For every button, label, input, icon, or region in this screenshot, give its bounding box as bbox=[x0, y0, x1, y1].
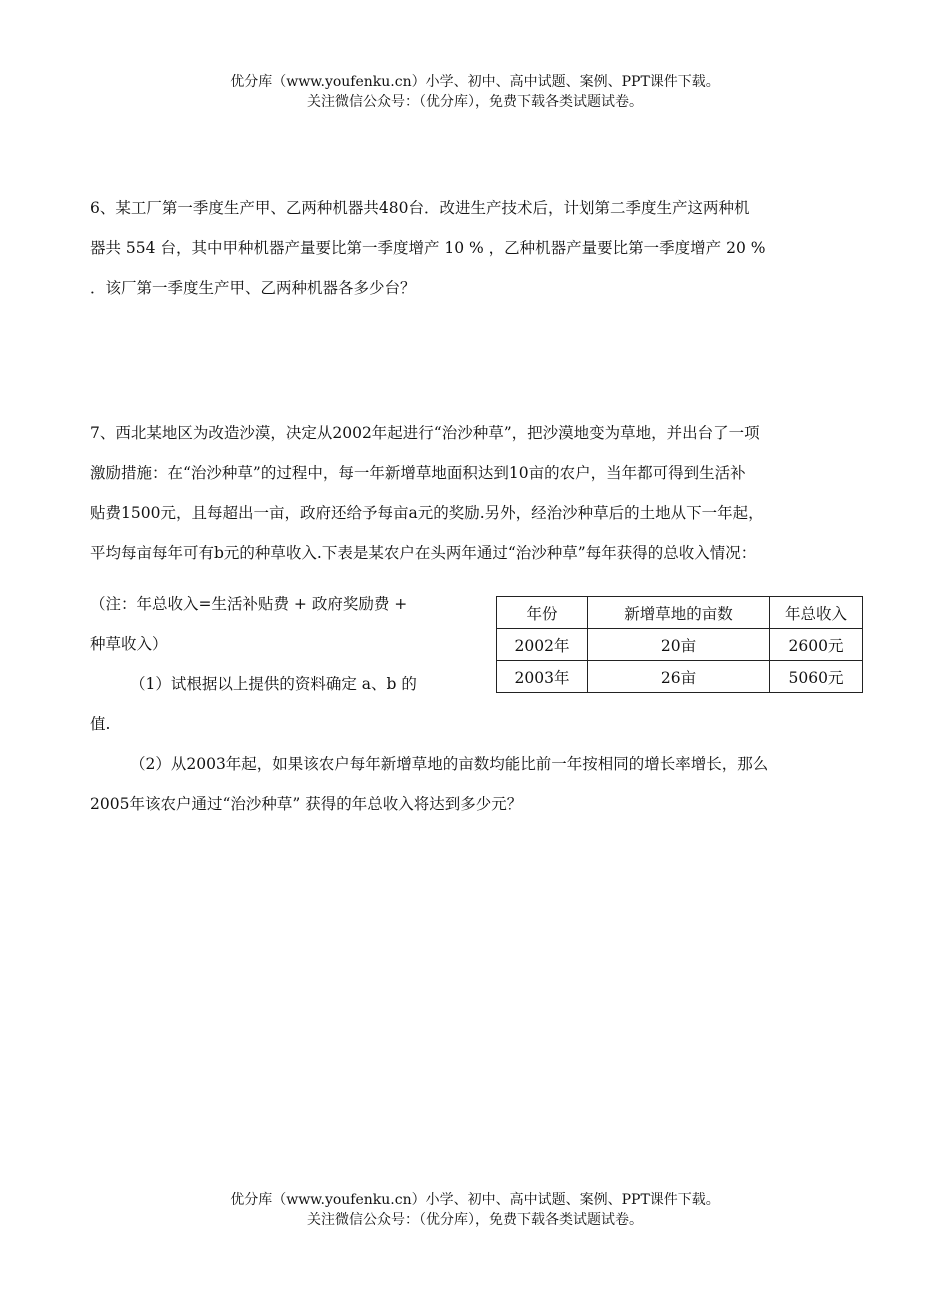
header-line-2: 关注微信公众号：（优分库），免费下载各类试题试卷。 bbox=[307, 94, 643, 110]
question-6 bbox=[90, 188, 865, 308]
q7-note-and-part1 bbox=[90, 584, 485, 744]
q7-line-2: 激励措施：在“治沙种草”的过程中，每一年新增草地面积达到10亩的农户，当年都可得到生活补 bbox=[90, 464, 746, 482]
footer-line-2: 关注微信公众号：（优分库），免费下载各类试题试卷。 bbox=[307, 1212, 643, 1228]
table-row bbox=[497, 661, 863, 693]
footer-line-1: 优分库（www.youfenku.cn）小学、初中、高中试题、案例、PPT课件下载。 bbox=[230, 1192, 720, 1208]
q7-part1-line-1: （1）试根据以上提供的资料确定 a、b 的 bbox=[130, 675, 417, 693]
income-table bbox=[496, 596, 863, 693]
q6-line-2: 器共 554 台，其中甲种机器产量要比第一季度增产 10 % ，乙种机器产量要比第一季度增产 20 % bbox=[90, 239, 766, 257]
question-7 bbox=[90, 413, 865, 573]
table-header-row bbox=[497, 597, 863, 629]
table-header-year: 年份 bbox=[497, 597, 588, 629]
table-cell-area: 26亩 bbox=[588, 661, 770, 693]
table-cell-year: 2003年 bbox=[497, 661, 588, 693]
q7-line-1: 7、西北某地区为改造沙漠，决定从2002年起进行“治沙种草”，把沙漠地变为草地，并出台了一项 bbox=[90, 424, 760, 442]
page-footer bbox=[0, 1190, 950, 1230]
q6-line-3: ．该厂第一季度生产甲、乙两种机器各多少台？ bbox=[90, 279, 416, 297]
q7-part2-line-2: 2005年该农户通过“治沙种草” 获得的年总收入将达到多少元？ bbox=[90, 795, 523, 813]
q7-part2-line-1: （2）从2003年起，如果该农户每年新增草地的亩数均能比前一年按相同的增长率增长，那么 bbox=[130, 755, 769, 773]
table-cell-year: 2002年 bbox=[497, 629, 588, 661]
table-row bbox=[497, 629, 863, 661]
q7-part1-line-2: 值. bbox=[90, 715, 111, 733]
table-cell-income: 2600元 bbox=[770, 629, 863, 661]
q7-note-line-2: 种草收入） bbox=[90, 635, 168, 653]
page-header bbox=[0, 72, 950, 112]
q6-line-1: 6、某工厂第一季度生产甲、乙两种机器共480台．改进生产技术后，计划第二季度生产这两种机 bbox=[90, 199, 750, 217]
table-cell-income: 5060元 bbox=[770, 661, 863, 693]
q7-line-3: 贴费1500元，且每超出一亩，政府还给予每亩a元的奖励.另外，经治沙种草后的土地从下一年起， bbox=[90, 504, 764, 522]
q7-line-4: 平均每亩每年可有b元的种草收入.下表是某农户在头两年通过“治沙种草”每年获得的总收入情况： bbox=[90, 544, 757, 562]
q7-part2 bbox=[90, 744, 865, 824]
table-header-area: 新增草地的亩数 bbox=[588, 597, 770, 629]
q7-note-line-1: （注：年总收入=生活补贴费 + 政府奖励费 + bbox=[90, 595, 408, 613]
header-line-1: 优分库（www.youfenku.cn）小学、初中、高中试题、案例、PPT课件下载。 bbox=[230, 74, 720, 90]
table-cell-area: 20亩 bbox=[588, 629, 770, 661]
table-header-income: 年总收入 bbox=[770, 597, 863, 629]
